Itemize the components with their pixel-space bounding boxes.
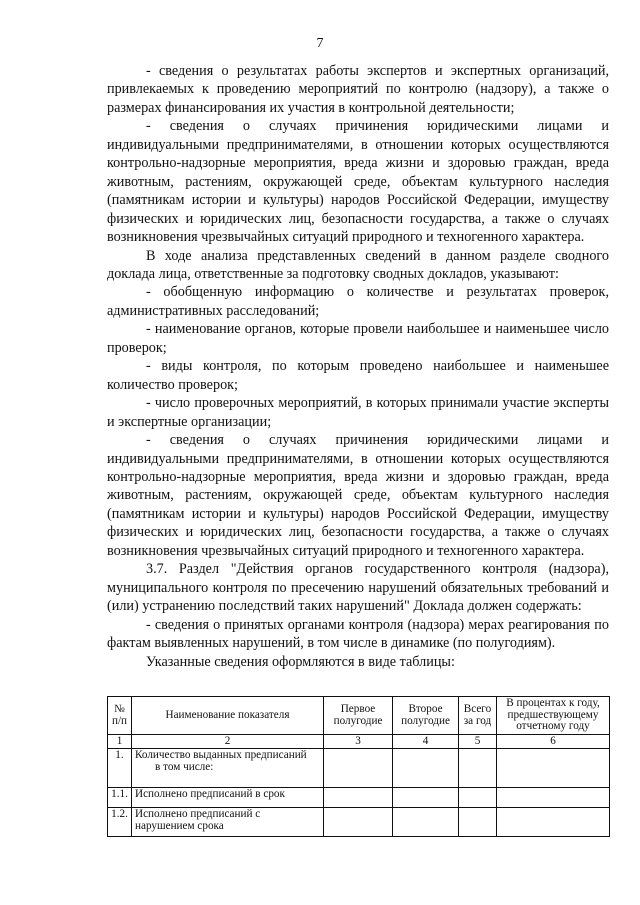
paragraph: - число проверочных мероприятий, в которых принимали участие эксперты и экспертные организации; — [107, 395, 609, 430]
column-number: 4 — [393, 735, 459, 749]
row-name: Количество выданных предписаний — [135, 749, 307, 761]
empty-cell — [459, 808, 497, 837]
table-column-numbers-row — [108, 735, 610, 749]
column-number: 1 — [108, 735, 132, 749]
header-cell-first-half: Первое полугодие — [324, 697, 393, 735]
table-row — [108, 788, 610, 808]
empty-cell — [497, 808, 610, 837]
paragraph: - сведения о принятых органами контроля (надзора) мерах реагирования по фактам выявленных нарушений, в том числе в динамике (по полугодиям). — [107, 616, 609, 652]
column-number: 3 — [324, 735, 393, 749]
header-cell-number: № п/п — [108, 697, 132, 735]
empty-cell — [497, 749, 610, 788]
table-header-row — [108, 697, 610, 735]
paragraph: 3.7. Раздел "Действия органов государственного контроля (надзора), муниципального контроля по пресечению нарушений обязательных требований и (или) устранению последствий таких нарушений" Доклада должен содержать: — [107, 561, 609, 615]
row-number: 1. — [108, 749, 132, 788]
paragraph: - сведения о результатах работы экспертов и экспертных организаций, привлекаемых к проведению мероприятий по контролю (надзору), а также о размерах финансирования их участия в контрольной деятельности; — [107, 63, 609, 116]
row-name: Исполнено предписаний с нарушением срока — [132, 808, 324, 837]
column-number: 6 — [497, 735, 610, 749]
empty-cell — [393, 749, 459, 788]
page-number: 7 — [316, 36, 324, 51]
row-name-cell — [132, 749, 324, 788]
empty-cell — [324, 788, 393, 808]
paragraph: - сведения о случаях причинения юридическими лицами и индивидуальными предпринимателями, в отношении которых осуществляются контрольно-надзорные мероприятия, вреда жизни и здоровью граждан, вреда животным, растениям, окружающей среде, объектам культурного наследия (памятникам истории и культуры) народов Российской Федерации, имуществу физических и юридических лиц, безопасности государства, а также о случаях возникновения чрезвычайных ситуаций природного и техногенного характера. — [107, 432, 609, 559]
row-subtitle: в том числе: — [155, 760, 214, 773]
body-text — [107, 62, 609, 671]
empty-cell — [497, 788, 610, 808]
column-number: 5 — [459, 735, 497, 749]
row-number: 1.2. — [108, 808, 132, 837]
paragraph: Указанные сведения оформляются в виде таблицы: — [146, 653, 455, 670]
table-row — [108, 749, 610, 788]
paragraph: - наименование органов, которые провели наибольшее и наименьшее число проверок; — [107, 321, 609, 356]
table-row — [108, 808, 610, 837]
header-cell-second-half: Второе полугодие — [393, 697, 459, 735]
empty-cell — [459, 788, 497, 808]
paragraph: - виды контроля, по которым проведено наибольшее и наименьшее количество проверок; — [107, 358, 609, 393]
empty-cell — [324, 749, 393, 788]
empty-cell — [324, 808, 393, 837]
column-number: 2 — [132, 735, 324, 749]
header-cell-name: Наименование показателя — [132, 697, 324, 735]
paragraph: - сведения о случаях причинения юридическими лицами и индивидуальными предпринимателями, в отношении которых осуществляются контрольно-надзорные мероприятия, вреда жизни и здоровью граждан, вреда животным, растениям, окружающей среде, объектам культурного наследия (памятникам истории и культуры) народов Российской Федерации, имуществу физических и юридических лиц, безопасности государства, а также о случаях возникновения чрезвычайных ситуаций природного и техногенного характера. — [107, 118, 609, 246]
header-cell-percent: В процентах к году, предшествующему отчетному году — [497, 697, 610, 735]
empty-cell — [393, 788, 459, 808]
row-number: 1.1. — [108, 788, 132, 808]
empty-cell — [393, 808, 459, 837]
empty-cell — [459, 749, 497, 788]
row-name: Исполнено предписаний в срок — [132, 788, 324, 808]
header-cell-year-total: Всего за год — [459, 697, 497, 735]
measures-table — [107, 696, 610, 837]
paragraph: В ходе анализа представленных сведений в данном разделе сводного доклада лица, ответственные за подготовку сводных докладов, указывают: — [107, 247, 609, 282]
paragraph: - обобщенную информацию о количестве и результатах проверок, административных расследований; — [107, 284, 609, 319]
